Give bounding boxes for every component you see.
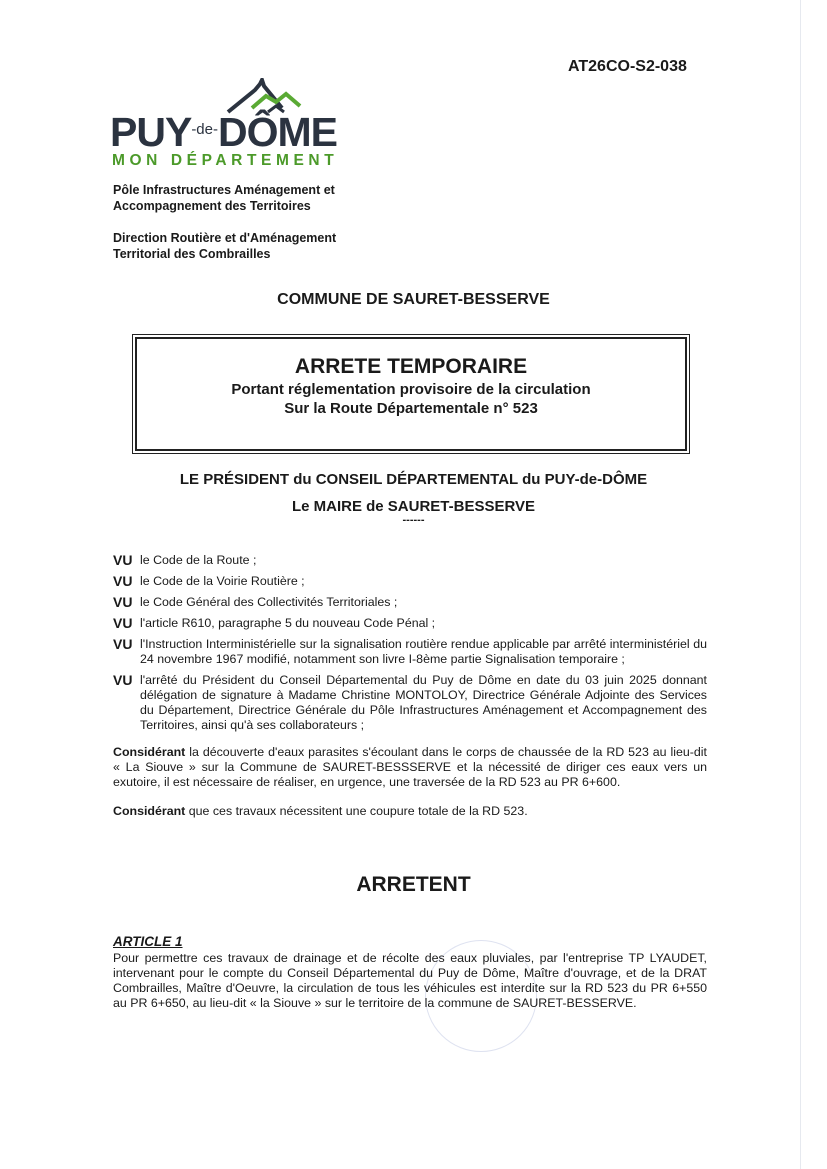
considerant-text: que ces travaux nécessitent une coupure totale de la RD 523. — [188, 804, 528, 818]
vu-item — [113, 553, 707, 568]
vu-label: VU — [113, 573, 133, 589]
vu-text: le Code Général des Collectivités Territoriales ; — [140, 595, 398, 609]
visas-section — [113, 553, 707, 819]
logo-tagline: MON DÉPARTEMENT — [112, 152, 339, 169]
pole-line: Pôle Infrastructures Aménagement et — [113, 183, 335, 197]
vu-label: VU — [113, 552, 133, 568]
vu-item — [113, 574, 707, 589]
article-1 — [113, 934, 707, 1011]
pole-name — [113, 182, 335, 214]
vu-text: l'article R610, paragraphe 5 du nouveau Code Pénal ; — [140, 616, 436, 630]
reference-number: AT26CO-S2-038 — [568, 58, 687, 75]
commune-heading: COMMUNE DE SAURET-BESSERVE — [277, 291, 550, 308]
logo-wordmark: $PUY^{-de-}DÔME$ — [110, 109, 337, 155]
vu-label: VU — [113, 636, 133, 652]
direction-line: Territorial des Combrailles — [113, 247, 271, 261]
considerant-label: Considérant — [113, 745, 186, 759]
document-subtitle: Portant réglementation provisoire de la circulation — [231, 381, 591, 398]
considerant-paragraph — [113, 745, 707, 790]
vu-label: VU — [113, 672, 133, 688]
vu-item — [113, 595, 707, 610]
maire-heading: Le MAIRE de SAURET-BESSERVE — [291, 498, 536, 515]
document-title: ARRETE TEMPORAIRE — [294, 355, 528, 378]
president-heading: LE PRÉSIDENT du CONSEIL DÉPARTEMENTAL du PUY-de-DÔME — [179, 471, 648, 488]
article-text: Pour permettre ces travaux de drainage et de récolte des eaux pluviales, par l'entreprise TP LYAUDET, intervenant pour le compte du Conseil Départemental du Puy de Dôme, Maître d'ouvrage, et de la DRAT Combrailles, Maître d'Oeuvre, la circulation de tous les véhicules est interdite sur la RD 523 du PR 6+550 au PR 6+650, au lieu-dit « la Siouve » sur le territoire de la commune de SAURET-BESSERVE. — [113, 951, 707, 1010]
considerant-label: Considérant — [113, 804, 186, 818]
puy-de-dome-logo — [110, 78, 360, 173]
considerant-paragraph — [113, 804, 707, 819]
vu-item — [113, 673, 707, 733]
direction-name — [113, 230, 336, 262]
considerant-text: la découverte d'eaux parasites s'écoulant dans le corps de chaussée de la RD 523 au lieu-dit « La Siouve » sur la Commune de SAURET-BESSSERVE et la nécessité de diriger ces eaux vers un exutoire, il est nécessaire de réaliser, en urgence, une traversée de la RD 523 au PR 6+600. — [113, 745, 708, 789]
vu-text: l'arrêté du Président du Conseil Départemental du Puy de Dôme en date du 03 juin 2025 donnant délégation de signature à Madame Christine MONTOLOY, Directrice Générale Adjointe des Services du Département, Directrice Générale du Pôle Infrastructures Aménagement et Accompagnement des Territoires, ainsi qu'à ses collaborateurs ; — [140, 673, 707, 732]
vu-label: VU — [113, 594, 133, 610]
arretent-heading: ARRETENT — [356, 873, 471, 896]
separator: ------ — [402, 514, 425, 526]
vu-text: l'Instruction Interministérielle sur la signalisation routière rendue applicable par arrêté interministériel du 24 novembre 1967 modifié, notamment son livre I-8ème partie Signalisation temporaire ; — [140, 637, 707, 666]
vu-text: le Code de la Route ; — [140, 553, 257, 567]
pole-line: Accompagnement des Territoires — [113, 199, 311, 213]
vu-text: le Code de la Voirie Routière ; — [140, 574, 305, 588]
scan-edge — [800, 0, 801, 1169]
document-subtitle: Sur la Route Départementale n° 523 — [284, 400, 538, 417]
direction-line: Direction Routière et d'Aménagement — [113, 231, 337, 245]
vu-item — [113, 637, 707, 667]
title-box — [135, 337, 687, 451]
vu-label: VU — [113, 615, 133, 631]
vu-item — [113, 616, 707, 631]
article-heading: ARTICLE 1 — [113, 934, 183, 949]
